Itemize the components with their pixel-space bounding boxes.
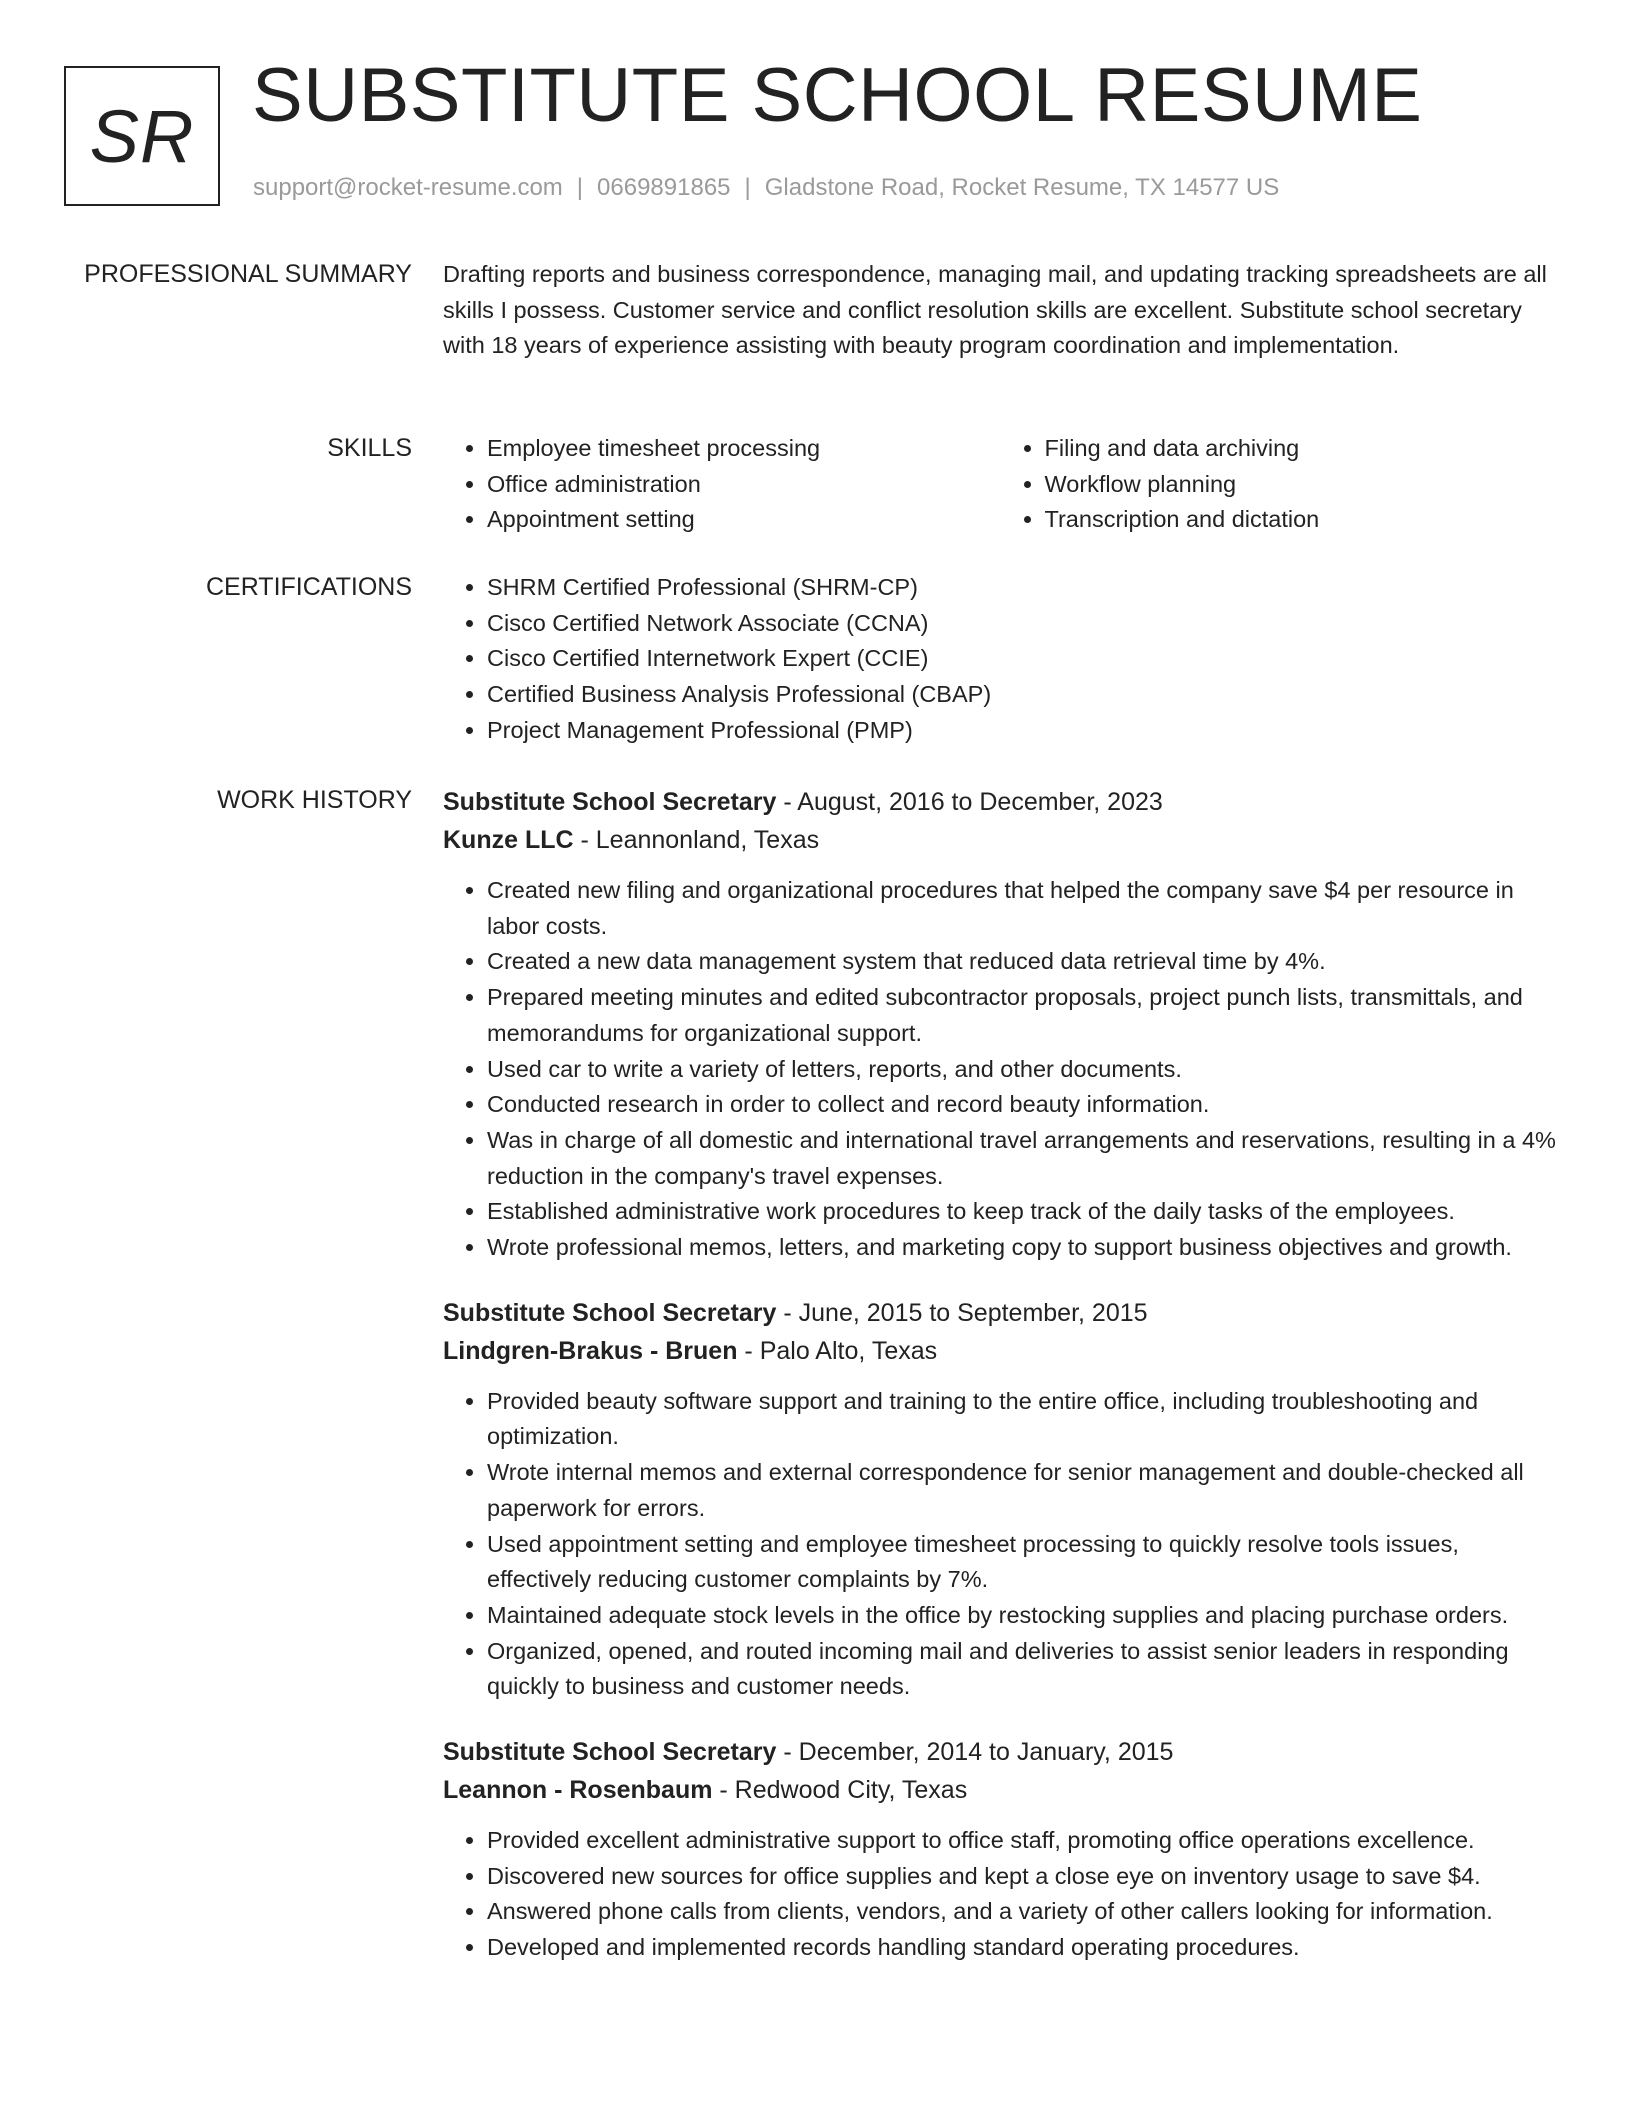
- work-history-body: [443, 783, 1558, 1994]
- skill-item: • Transcription and dictation: [1045, 502, 1559, 538]
- summary-body: [443, 257, 1558, 364]
- skills-list-right: [1001, 431, 1559, 538]
- job-bullet: • Wrote professional memos, letters, and marketing copy to support business objectives and growth.: [487, 1230, 1558, 1266]
- contact-line: [253, 174, 1279, 203]
- job-bullet: • Created new filing and organizational procedures that helped the company save $4 per resource in labor costs.: [487, 873, 1558, 944]
- job-bullet: • Established administrative work procedures to keep track of the daily tasks of the employees.: [487, 1194, 1558, 1230]
- skills-list-left: [443, 431, 1001, 538]
- job-bullet: • Discovered new sources for office supplies and kept a close eye on inventory usage to save $4.: [487, 1859, 1558, 1895]
- job-company-line: [443, 1771, 1558, 1809]
- job-company-line: [443, 821, 1558, 859]
- contact-address: Gladstone Road, Rocket Resume, TX 14577 US: [764, 174, 1280, 201]
- contact-separator: |: [576, 174, 584, 201]
- job-bullet: • Organized, opened, and routed incoming mail and deliveries to assist senior leaders in responding quickly to business and customer needs.: [487, 1634, 1558, 1705]
- certification-item: • Cisco Certified Internetwork Expert (CCIE): [487, 641, 1558, 677]
- job-bullet: • Provided excellent administrative support to office staff, promoting office operations excellence.: [487, 1823, 1558, 1859]
- job-company-line: [443, 1332, 1558, 1370]
- certifications-body: [443, 570, 1558, 749]
- job-dates: - June, 2015 to September, 2015: [776, 1298, 1148, 1327]
- job-title-line: [443, 1294, 1558, 1332]
- job-title: Substitute School Secretary: [443, 1738, 777, 1767]
- certification-item: • Project Management Professional (PMP): [487, 713, 1558, 749]
- skill-item: • Employee timesheet processing: [487, 431, 1001, 467]
- job-entry: [443, 1294, 1558, 1705]
- summary-label: PROFESSIONAL SUMMARY: [84, 260, 412, 288]
- job-location: - Redwood City, Texas: [712, 1776, 968, 1805]
- job-title: Substitute School Secretary: [443, 1298, 777, 1327]
- job-bullets: [443, 1384, 1558, 1705]
- job-company: Leannon - Rosenbaum: [443, 1776, 713, 1805]
- job-location: - Palo Alto, Texas: [737, 1336, 938, 1365]
- job-bullet: • Used appointment setting and employee timesheet processing to quickly resolve tools issues, effectively reducing customer complaints by 7%.: [487, 1527, 1558, 1598]
- job-bullet: • Used car to write a variety of letters, reports, and other documents.: [487, 1052, 1558, 1088]
- job-entry: [443, 783, 1558, 1266]
- skill-item: • Appointment setting: [487, 502, 1001, 538]
- job-bullets: [443, 873, 1558, 1266]
- summary-text: Drafting reports and business correspondence, managing mail, and updating tracking spreadsheets are all skills I possess. Customer service and conflict resolution skills are excellent. Substitute school secretary with 18 years of experience assisting with beauty program coordination and implementation.: [443, 261, 1547, 359]
- monogram-box: [64, 66, 220, 206]
- job-bullet: • Prepared meeting minutes and edited subcontractor proposals, project punch lists, transmittals, and memorandums for organizational support.: [487, 980, 1558, 1051]
- certification-item: • Cisco Certified Network Associate (CCNA): [487, 606, 1558, 642]
- certifications-list: [443, 570, 1558, 749]
- job-title: Substitute School Secretary: [443, 788, 777, 816]
- job-dates: - August, 2016 to December, 2023: [776, 788, 1163, 816]
- skill-item: • Filing and data archiving: [1045, 431, 1559, 467]
- skills-label: SKILLS: [327, 434, 412, 462]
- skills-body: [443, 431, 1558, 538]
- contact-separator: |: [744, 174, 751, 201]
- skill-item: • Office administration: [487, 467, 1001, 503]
- job-title-line: [443, 1733, 1558, 1771]
- certifications-label: CERTIFICATIONS: [205, 573, 412, 601]
- job-bullets: [443, 1823, 1558, 1966]
- job-bullet: • Conducted research in order to collect and record beauty information.: [487, 1087, 1558, 1123]
- job-title-line: [443, 783, 1558, 821]
- job-bullet: • Was in charge of all domestic and international travel arrangements and reservations, resulting in a 4% reduction in the company's travel expenses.: [487, 1123, 1558, 1194]
- monogram-initials: SR: [89, 94, 195, 178]
- job-location: - Leannonland, Texas: [573, 826, 820, 854]
- job-company: Lindgren-Brakus - Bruen: [443, 1336, 738, 1365]
- certification-item: • Certified Business Analysis Professional (CBAP): [487, 677, 1558, 713]
- job-bullet: • Created a new data management system that reduced data retrieval time by 4%.: [487, 944, 1558, 980]
- contact-email: support@rocket-resume.com: [253, 174, 563, 201]
- job-bullet: • Answered phone calls from clients, vendors, and a variety of other callers looking for information.: [487, 1894, 1558, 1930]
- certification-item: • SHRM Certified Professional (SHRM-CP): [487, 570, 1558, 606]
- job-bullet: • Provided beauty software support and training to the entire office, including troubleshooting and optimization.: [487, 1384, 1558, 1455]
- job-bullet: • Wrote internal memos and external correspondence for senior management and double-checked all paperwork for errors.: [487, 1455, 1558, 1526]
- job-bullet: • Maintained adequate stock levels in the office by restocking supplies and placing purchase orders.: [487, 1598, 1558, 1634]
- job-bullet: • Developed and implemented records handling standard operating procedures.: [487, 1930, 1558, 1966]
- contact-phone: 0669891865: [597, 174, 731, 201]
- resume-title: SUBSTITUTE SCHOOL RESUME: [252, 53, 1423, 138]
- job-entry: [443, 1733, 1558, 1966]
- skill-item: • Workflow planning: [1045, 467, 1559, 503]
- work-history-label: WORK HISTORY: [217, 786, 412, 814]
- job-dates: - December, 2014 to January, 2015: [776, 1738, 1174, 1767]
- job-company: Kunze LLC: [443, 826, 574, 854]
